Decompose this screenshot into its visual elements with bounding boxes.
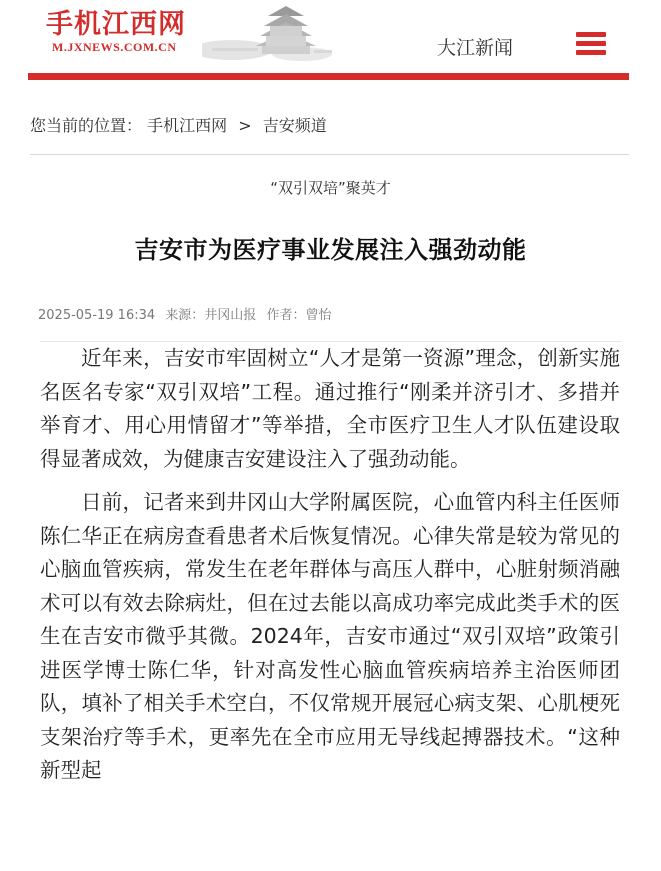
hamburger-menu-icon[interactable] [576,32,606,56]
article-kicker: “双引双培”聚英才 [270,179,391,197]
menu-bar-bottom [576,50,606,55]
breadcrumb-home-link[interactable]: 手机江西网 [147,116,228,135]
site-logo[interactable] [30,2,330,64]
breadcrumb-prefix: 您当前的位置： [30,116,143,135]
article-meta [38,304,337,323]
article-paragraph: 近年来，吉安市牢固树立“人才是第一资源”理念，创新实施名医名专家“双引双培”工程。通过推行“刚柔并济引才、多措并举育才、用心用情留才”等举措，全市医疗卫生人才队伍建设取得显著成效，为健康吉安建设注入了强劲动能。 [40,346,620,471]
article-title: 吉安市为医疗事业发展注入强劲动能 [134,236,527,264]
logo-domain: M.JXNEWS.COM.CN [52,40,177,54]
header-divider [28,73,629,80]
article-date: 2025-05-19 16:34 [38,308,156,323]
breadcrumb-separator: > [238,116,252,135]
breadcrumb-channel-link[interactable]: 吉安频道 [262,116,327,135]
article-paragraph: 日前，记者来到井冈山大学附属医院，心血管内科主任医师陈仁华正在病房查看患者术后恢复情况。心律失常是较为常见的心脑血管疾病，常发生在老年群体与高压人群中，心脏射频消融术可以有效去除病灶，但在过去能以高成功率完成此类手术的医生在吉安市微乎其微。2024年，吉安市通过“双引双培”政策引进医学博士陈仁华，针对高发性心脑血管疾病培养主治医师团队，填补了相关手术空白，不仅常规开展冠心病支架、心肌梗死支架治疗等手术，更率先在全市应用无导线起搏器技术。“这种新型起 [40,490,620,782]
logo-wordmark: 手机江西网 [46,9,186,40]
menu-bar-top [576,32,606,37]
site-header [0,0,661,80]
breadcrumb [30,113,327,136]
article-source: 来源：井冈山报 [165,308,257,323]
menu-bar-middle [576,41,606,46]
breadcrumb-divider [30,154,629,155]
pavilion-logo-art [202,2,332,64]
channel-link[interactable]: 大江新闻 [437,37,514,59]
article-body [40,342,620,788]
article-author: 作者：曾怡 [266,308,332,323]
